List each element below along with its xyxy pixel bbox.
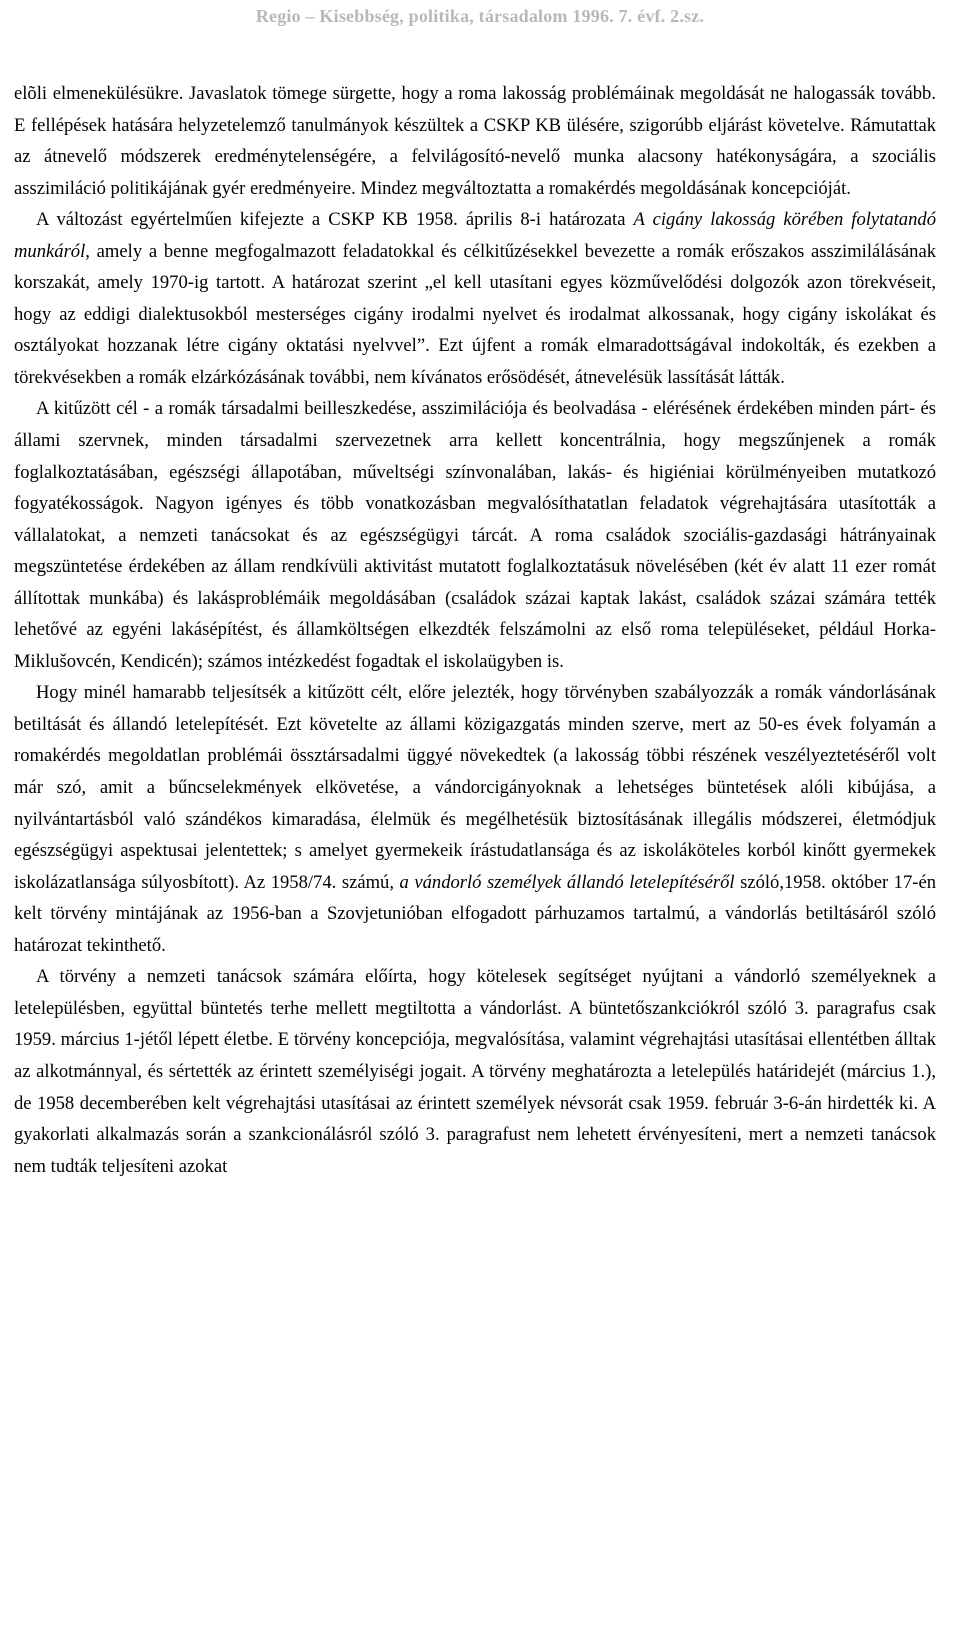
- italic-title: A cigány lakosság körében folytatandó munkáról: [14, 209, 936, 262]
- text-run: szóló,1958. október 17-én kelt törvény mintájának az 1956-ban a Szovjetunióban elfogadott párhuzamos tartalmú, a vándorlás betiltásáról szóló határozat tekinthető.: [14, 871, 936, 956]
- text-run: elõli elmenekülésükre. Javaslatok tömege sürgette, hogy a roma lakosság problémáinak megoldását ne halogassák tovább. E fellépések hatására helyzetelemző tanulmányok készültek a CSKP KB ülésére, szigorúbb eljárást követelve. Rámutattak az átnevelő módszerek eredménytelenségére, a felvilágosító-nevelő munka alacsony hatékonyságára, a szociális asszimiláció politikájának gyér eredményeire. Mindez megváltoztatta a romakérdés megoldásának koncepcióját.: [14, 83, 936, 199]
- paragraph-1: [14, 78, 936, 204]
- text-run: A törvény a nemzeti tanácsok számára előírta, hogy kötelesek segítséget nyújtani a vándorló személyeknek a letelepülésben, együttal büntetés terhe mellett megtiltotta a vándorlást. A büntetőszankciókról szóló 3. paragrafus csak 1959. március 1-jétől lépett életbe. E törvény koncepciója, megvalósítása, valamint végrehajtási utasításai ellentétben álltak az alkotmánnyal, és sértették az érintett személyiségi jogait. A törvény meghatározta a letelepülés határidejét (március 1.), de 1958 decemberében kelt végrehajtási utasításai az érintett személyek névsorát csak 1959. február 3-6-án hirdették ki. A gyakorlati alkalmazás során a szankcionálásról szóló 3. paragrafust nem lehetett érvényesíteni, mert a nemzeti tanácsok nem tudták teljesíteni azokat: [14, 966, 936, 1177]
- paragraph-2: [14, 204, 936, 393]
- italic-title: a vándorló személyek állandó letelepítéséről: [399, 871, 735, 893]
- text-run: , amely a benne megfogalmazott feladatokkal és célkitűzésekkel bevezette a romák erőszakos asszimilálásának korszakát, amely 1970-ig tartott. A határozat szerint „el kell utasítani egyes közművelődési dolgozók azon törekvéseit, hogy az eddigi dialektusokból mesterséges cigány irodalmi nyelvet és irodalmat alkossanak, hogy cigány iskolákat és osztályokat hozzanak létre cigány oktatási nyelvvel”. Ezt újfent a romák elmaradottságával indokolták, és ezekben a törekvésekben a romák elzárkózásának további, nem kívánatos erősödését, átnevelésük lassítását látták.: [14, 240, 936, 388]
- running-header: Regio – Kisebbség, politika, társadalom 1996. 7. évf. 2.sz.: [255, 6, 705, 26]
- text-run: A kitűzött cél - a romák társadalmi beilleszkedése, asszimilációja és beolvadása - elérésének érdekében minden párt- és állami szervnek, minden társadalmi szervezetnek arra kellett koncentrálnia, hogy megszűnjenek a romák foglalkoztatásában, egészségi állapotában, műveltségi színvonalában, lakás- és higiéniai körülményeiben mutatkozó fogyatékosságok. Nagyon igényes és több vonatkozásban megvalósíthatatlan feladatok végrehajtására utasították a vállalatokat, a nemzeti tanácsokat és az egészségügyi tárcát. A roma családok szociális-gazdasági hátrányainak megszüntetése érdekében az állam rendkívüli aktivitást mutatott foglalkoztatásuk növelésében (két év alatt 11 ezer romát állítottak munkába) és lakásproblémáik megoldásában (családok százai kaptak lakást, családok százai számára tették lehetővé az egyéni lakásépítést, és államköltségen elkezdték felszámolni az első roma településeket, például Horka-Miklušovcén, Kendicén); számos intézkedést fogadtak el iskolaügyben is.: [14, 398, 936, 672]
- text-run: A változást egyértelműen kifejezte a CSKP KB 1958. április 8-i határozata: [36, 209, 634, 231]
- text-run: Hogy minél hamarabb teljesítsék a kitűzött célt, előre jelezték, hogy törvényben szabályozzák a romák vándorlásának betiltását és állandó letelepítését. Ezt követelte az állami közigazgatás minden szerve, mert az 50-es évek folyamán a romakérdés megoldatlan problémái össztársadalmi üggyé növekedtek (a lakosság többi részének veszélyeztetéséről volt már szó, amit a bűncselekmények elkövetése, a vándorcigányoknak a lehetséges büntetések alóli kibújása, a nyilvántartásból való szándékos kimaradása, élelmük és megélhetésük biztosításának illegális módszerei, életmódjuk egészségügyi aspektusai jelentettek; s amelyet gyermekeik írástudatlansága és az iskoláköteles korból kinőtt gyermekek iskolázatlansága súlyosbított). Az 1958/74. számú,: [14, 682, 936, 893]
- article-body: [14, 78, 936, 1182]
- paragraph-4: [14, 677, 936, 961]
- paragraph-5: [14, 961, 936, 1182]
- paragraph-3: [14, 393, 936, 677]
